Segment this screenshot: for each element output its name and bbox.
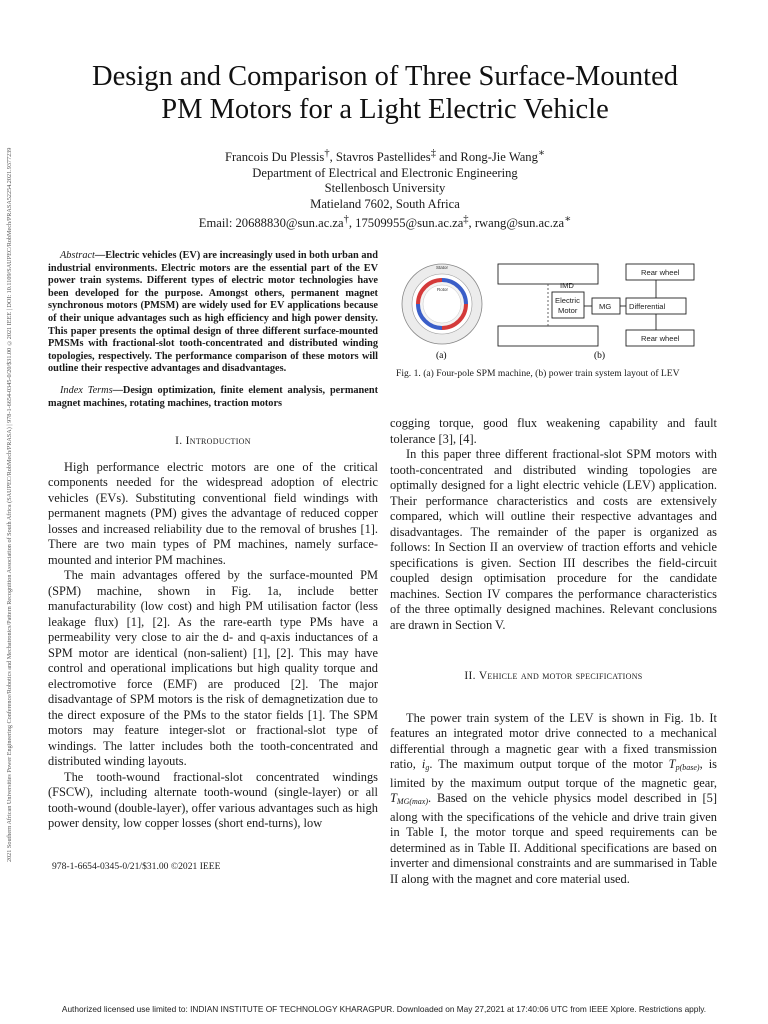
imd-label: IMD xyxy=(560,281,574,290)
side-margin-citation: 2021 Southern African Universities Power Engineering Conference/Robotics and Mechatronics/Pattern Recognition Association of South Africa (SAUPEC/RobMech/PRASA) | 978-1-6654-0345-0/20/$31.00 ©2021 IEEE | DOI: 10.1109/SAUPEC/RobMech/PRASA52254.2021.9377239 xyxy=(6,147,13,863)
paragraph: High performance electric motors are one of the critical components needed for the widespread adoption of electric vehicles (EVs). Substituting conventional field windings with permanent magnets (PM) gives the advantage of reduced copper losses and increased reliability due to the removal of brushes [1]. There are two main types of PM machines, namely surface-mounted and interior PM machines. xyxy=(48,459,378,567)
author-names: Francois Du Plessis†, Stavros Pastellides‡ and Rong-Jie Wang∗ xyxy=(224,148,546,165)
subfigure-a-label: (a) xyxy=(436,351,447,361)
rotor-label: Rotor xyxy=(437,287,449,292)
index-terms: Index Terms—Design optimization, finite element analysis, permanent magnet machines, rotating machines, traction motors xyxy=(48,384,378,409)
author-block xyxy=(40,146,730,232)
author-emails: Email: 20688830@sun.ac.za†, 17509955@sun.ac.za‡, rwang@sun.ac.za∗ xyxy=(198,214,572,231)
author-city: Matieland 7602, South Africa xyxy=(310,196,460,211)
download-footer: Authorized licensed use limited to: INDIAN INSTITUTE OF TECHNOLOGY KHARAGPUR. Downloaded on May 27,2021 at 17:40:06 UTC from IEEE Xplore. Restrictions apply. xyxy=(61,1004,707,1014)
electric-motor-label-2: Motor xyxy=(558,306,578,315)
section-heading-introduction: I. Introduction xyxy=(175,435,251,448)
paper-title xyxy=(40,60,730,126)
abstract: Abstract—Electric vehicles (EV) are increasingly used in both urban and industrial environments. Electric motors are the essential part of the EV power train systems. Different types of electric motor technologies have been developed for the purpose. Amongst others, permanent magnet synchronous motors (PMSM) are widely used for EV applications because of their unique advantages such as high efficiency and high power density. This paper presents the optimal design of three different surface-mounted PMSMs with fractional-slot tooth-concentrated and distributed winding topologies, respectively. The performance comparison of these motors will outline their respective advantages and disadvantages. xyxy=(48,250,378,375)
stator-label: Stator xyxy=(436,265,449,270)
title-line-2: PM Motors for a Light Electric Vehicle xyxy=(161,94,609,125)
paragraph: cogging torque, good flux weakening capability and fault tolerance [3], [4]. xyxy=(390,416,717,446)
rear-wheel-top-label: Rear wheel xyxy=(641,268,680,277)
title-line-1: Design and Comparison of Three Surface-Mounted xyxy=(92,61,678,92)
differential-label: Differential xyxy=(629,302,666,311)
right-column xyxy=(390,416,717,887)
author-department: Department of Electrical and Electronic Engineering xyxy=(252,165,518,180)
paragraph: The tooth-wound fractional-slot concentrated windings (FSCW), including alternate tooth-wound (single-layer) or all tooth-wound (double-layer), offer various advantages such as high power density, low copper losses (short end-turns), low xyxy=(48,769,378,831)
rear-wheel-bottom-label: Rear wheel xyxy=(641,334,680,343)
paragraph: The main advantages offered by the surface-mounted PM (SPM) machine, shown in Fig. 1a, include better manufacturability (low cost) and high PM utilisation factor (less leakage flux) [1], [2]. As the rare-earth type PMs have a permeability very close to air the d- and q-axis inductances of a SPM motor are identical (non-salient) [1], [2]. This may have control and operational implications but high quality torque and electromotive force (EMF) are produced [2]. The major disadvantage of SPM motors is the risk of demagnetization due to the direct exposure of the PMs to the stator fields [1]. The SPM motors may feature integer-slot or fractional-slot type of windings. The latter includes both the tooth-concentrated and distributed winding layouts. xyxy=(48,568,378,769)
copyright-notice: 978-1-6654-0345-0/21/$31.00 ©2021 IEEE xyxy=(52,861,221,872)
spm-machine-diagram xyxy=(402,264,482,361)
figure-caption: Fig. 1. (a) Four-pole SPM machine, (b) power train system layout of LEV xyxy=(396,368,680,379)
section-heading-specifications: II. Vehicle and motor specifications xyxy=(464,670,643,682)
paragraph: The power train system of the LEV is shown in Fig. 1b. It features an integrated motor drive connected to a mechanical differential through a magnetic gear with a fixed transmission ratio, $i_g$. The maximum output torque of the motor $T_{p(base)}$, is limited by the maximum output torque of the magnetic gear, $T_{MG(max)}$. Based on the vehicle physics model described in [5] along with the specifications of the vehicle and drive train given in Table I, the motor torque and speed requirements can be determined as in Table II. Additional specifications are based on inverter and dimensional constraints and are summarised in Table II along with the magnet and core material used. xyxy=(390,710,717,886)
paragraph: In this paper three different fractional-slot SPM motors with tooth-concentrated and distributed winding topologies are optimally designed for a light electric vehicle (LEV) application. Their performance characteristics and costs are extensively compared, which will outline their respective advantages and disadvantages. The remainder of the paper is organized as follows: In Section II an overview of traction efforts and vehicle specifications is given. Section III describes the field-circuit coupled design optimisation procedure for the candidate machines. Section IV compares the performance characteristics of the three optimally designed machines. Relevant conclusions are drawn in Section V. xyxy=(390,447,717,632)
subfigure-b-label: (b) xyxy=(594,351,606,361)
electric-motor-label-1: Electric xyxy=(555,296,580,305)
left-column xyxy=(48,250,378,832)
author-university: Stellenbosch University xyxy=(324,181,446,196)
mg-label: MG xyxy=(599,302,612,311)
figure-1 xyxy=(390,254,720,384)
